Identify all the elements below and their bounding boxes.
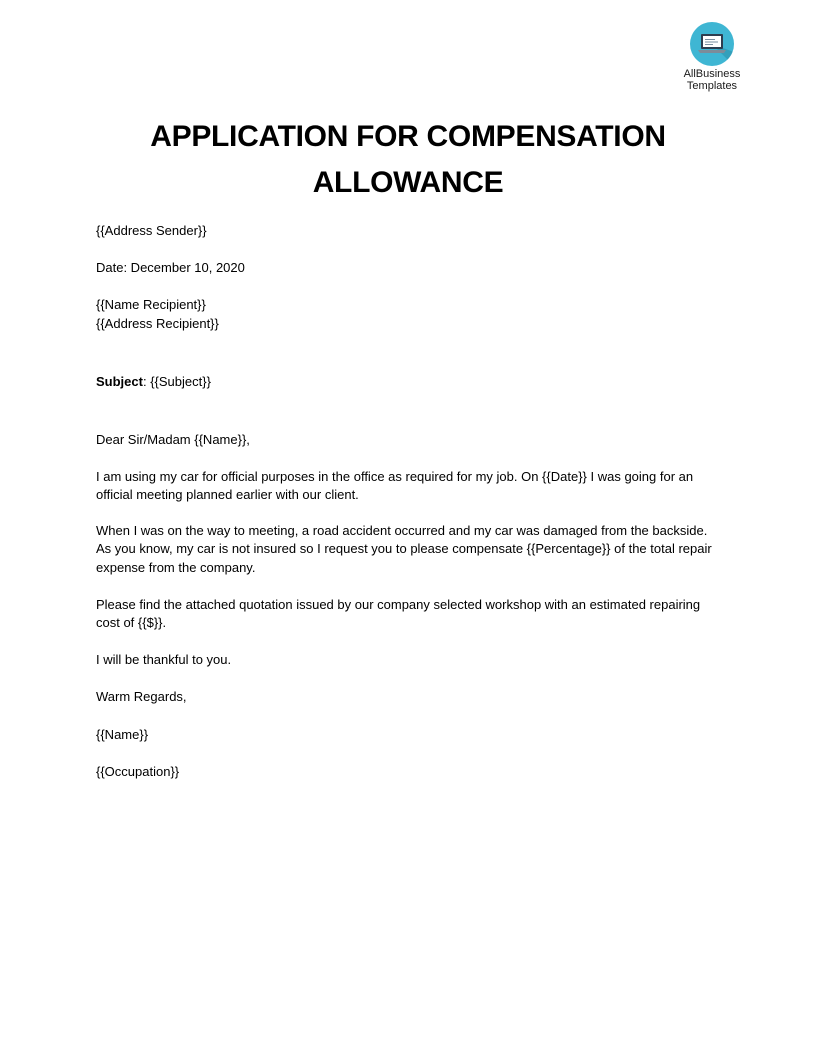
logo-text-line2: Templates	[686, 80, 738, 92]
recipient-name: {{Name Recipient}}	[96, 297, 206, 312]
subject-value: : {{Subject}}	[142, 373, 211, 389]
paragraph-3: Please find the attached quotation issued by our company selected workshop with an estimated repairing cost of {{$}}.	[96, 596, 701, 630]
signature-occupation: {{Occupation}}	[96, 764, 180, 779]
logo-text-line1: AllBusiness	[683, 68, 741, 80]
laptop-icon	[690, 22, 734, 66]
document-title	[96, 114, 720, 206]
paragraph-1: I am using my car for official purposes in the office as required for my job. On {{Date}} I was going for an official meeting planned earlier with our client.	[96, 468, 694, 502]
paragraph-2: When I was on the way to meeting, a road accident occurred and my car was damaged from the backside. As you know, my car is not insured so I request you to please compensate {{Percentage}} of the total repair expense from the company.	[96, 522, 712, 575]
address-sender: {{Address Sender}}	[96, 223, 207, 238]
closing-line: Warm Regards,	[96, 689, 187, 704]
letter-body	[96, 222, 722, 782]
brand-logo	[676, 22, 748, 92]
signature-name: {{Name}}	[96, 727, 149, 742]
thanks-line: I will be thankful to you.	[96, 652, 232, 667]
title-line1: APPLICATION FOR COMPENSATION	[150, 120, 666, 153]
logo-text	[676, 68, 748, 92]
letter-date: Date: December 10, 2020	[96, 260, 245, 275]
subject-line	[96, 373, 722, 392]
recipient-address: {{Address Recipient}}	[96, 315, 219, 331]
subject-label: Subject	[96, 373, 143, 389]
title-line2: ALLOWANCE	[312, 166, 504, 199]
salutation: Dear Sir/Madam {{Name}},	[96, 431, 250, 447]
